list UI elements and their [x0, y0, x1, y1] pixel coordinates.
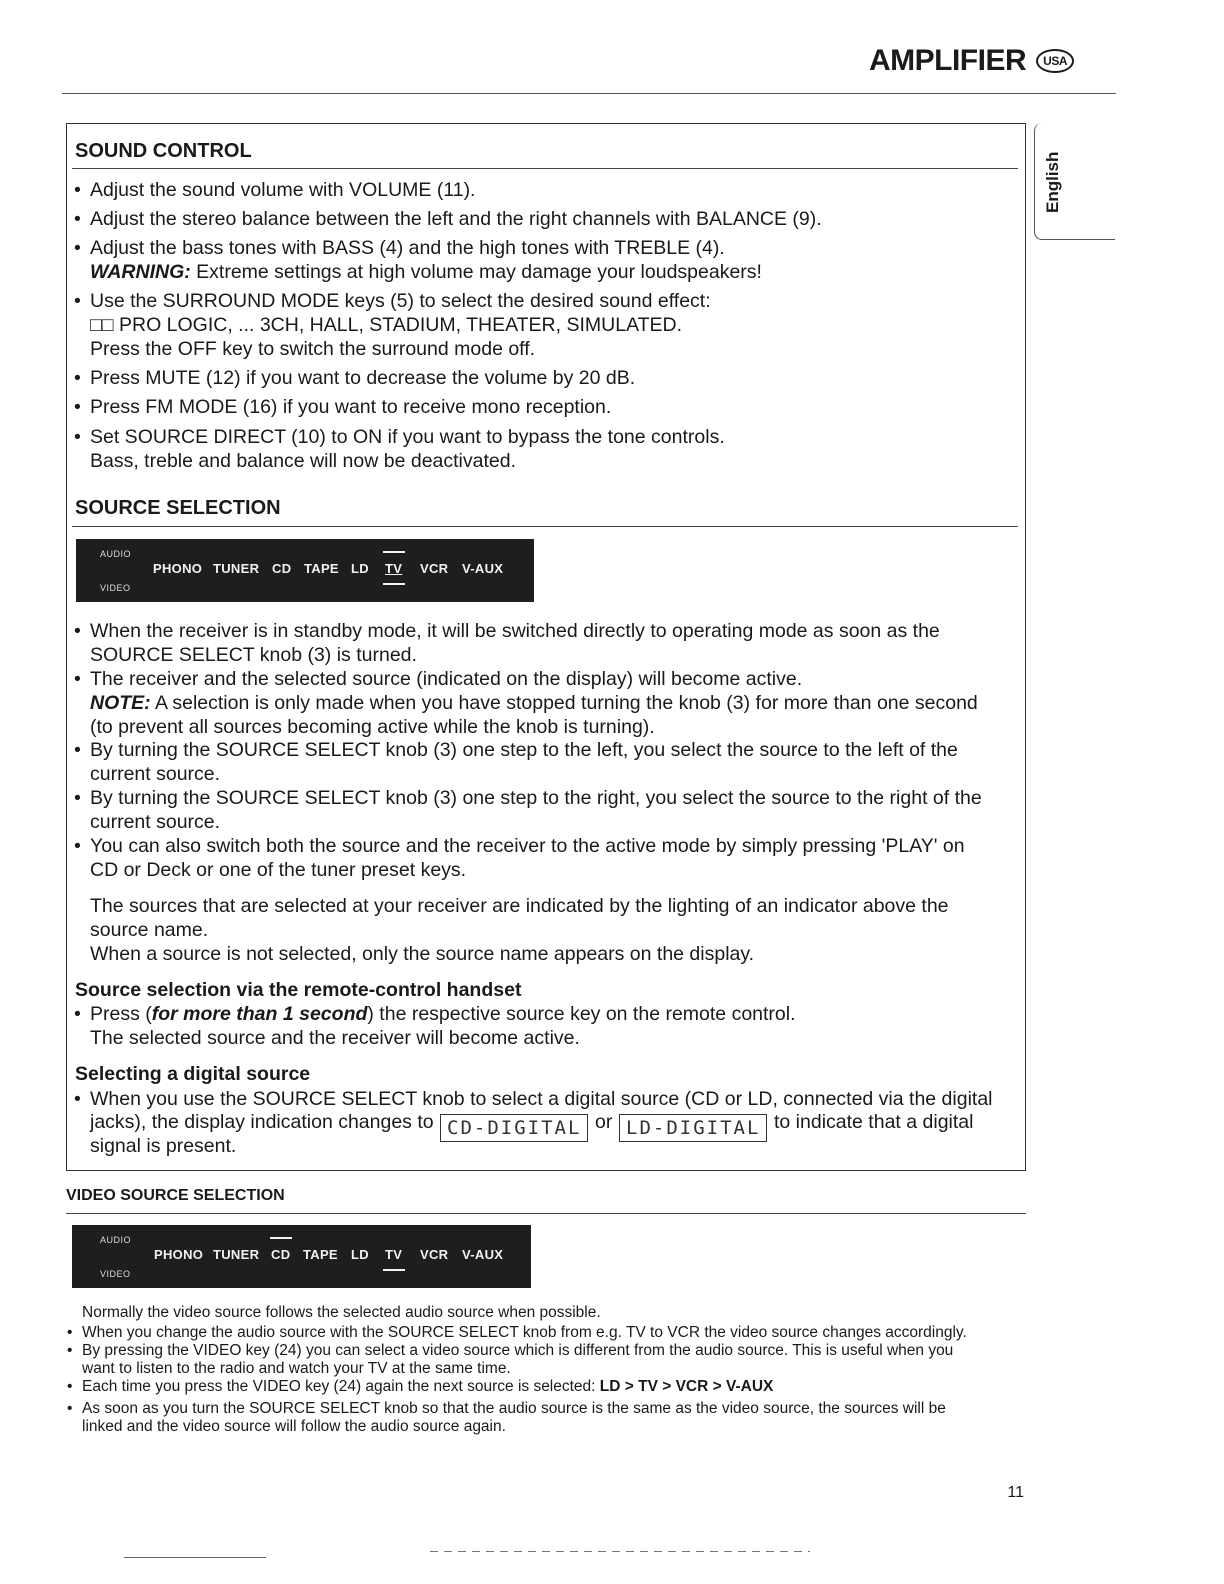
digital-bullet-cont: jacks), the display indication changes to	[90, 1111, 434, 1133]
sound-bullet-surround: • Use the SURROUND MODE keys (5) to select the desired sound effect:	[74, 290, 711, 312]
source-indicator-paragraph: The sources that are selected at your receiver are indicated by the lighting of an indicator above the	[90, 895, 949, 917]
video-bullet-video-key-cont: want to listen to the radio and watch your TV at the same time.	[82, 1360, 511, 1377]
video-audio-indicator-cd	[270, 1237, 292, 1239]
video-source-heading: VIDEO SOURCE SELECTION	[66, 1187, 285, 1204]
lcd-cd-digital: CD-DIGITAL	[440, 1114, 588, 1142]
sound-bullet-balance: • Adjust the stereo balance between the left and the right channels with BALANCE (9).	[74, 208, 822, 230]
display-audio-tag: AUDIO	[100, 549, 132, 559]
video-bullet-follow: • When you change the audio source with the SOURCE SELECT knob from e.g. TV to VCR the video source changes accordingly.	[67, 1324, 967, 1341]
video-display-audio-tag: AUDIO	[100, 1235, 132, 1245]
display-source-tape: TAPE	[304, 561, 339, 576]
source-bullet-standby-cont: SOURCE SELECT knob (3) is turned.	[90, 644, 417, 666]
source-selection-heading: SOURCE SELECTION	[75, 497, 281, 519]
sound-warning: WARNING: Extreme settings at high volume may damage your loudspeakers!	[90, 261, 762, 283]
video-display-source-phono: PHONO	[154, 1247, 204, 1262]
sound-bullet-source-direct: • Set SOURCE DIRECT (10) to ON if you want to bypass the tone controls.	[74, 426, 725, 448]
video-display-source-vcr: VCR	[420, 1247, 449, 1262]
page-number: 11	[1007, 1484, 1024, 1501]
video-display-source-tape: TAPE	[303, 1247, 338, 1262]
sound-control-heading: SOUND CONTROL	[75, 140, 252, 162]
digital-bullet-cont3: signal is present.	[90, 1135, 237, 1157]
display-source-ld: LD	[351, 561, 369, 576]
source-bullet-play: • You can also switch both the source and the receiver to the active mode by simply pressing 'PLAY' on	[74, 835, 965, 857]
surround-off: Press the OFF key to switch the surround mode off.	[90, 338, 536, 360]
source-note-cont: (to prevent all sources becoming active while the knob is turning).	[90, 716, 655, 738]
display-source-vcr: VCR	[420, 561, 449, 576]
sound-bullet-mute: • Press MUTE (12) if you want to decrease the volume by 20 dB.	[74, 367, 636, 389]
source-bullet-left: • By turning the SOURCE SELECT knob (3) one step to the left, you select the source to the left of the	[74, 739, 958, 761]
video-display-video-tag: VIDEO	[100, 1269, 131, 1279]
video-source-rule	[66, 1213, 1026, 1214]
video-display-source-tv: TV	[385, 1247, 403, 1262]
page-title: AMPLIFIER	[868, 44, 1027, 77]
video-bullet-video-key: • By pressing the VIDEO key (24) you can select a video source which is different from the audio source. This is useful when you	[67, 1342, 954, 1359]
video-display-source-tuner: TUNER	[213, 1247, 260, 1262]
display-video-tag: VIDEO	[100, 583, 131, 593]
digital-bullet: • When you use the SOURCE SELECT knob to select a digital source (CD or LD, connected via the digital	[74, 1088, 993, 1110]
remote-selection-heading: Source selection via the remote-control handset	[75, 979, 522, 1001]
footer-scan-marks	[430, 1551, 810, 1552]
source-selection-rule	[72, 526, 1018, 527]
digital-or: or	[595, 1111, 613, 1133]
source-bullet-right: • By turning the SOURCE SELECT knob (3) one step to the right, you select the source to the right of the	[74, 787, 982, 809]
sound-control-rule	[72, 168, 1018, 169]
sound-bullet-bass-treble: • Adjust the bass tones with BASS (4) and the high tones with TREBLE (4).	[74, 237, 725, 259]
display-source-tuner: TUNER	[213, 561, 260, 576]
audio-indicator-tv	[383, 551, 405, 553]
video-bullet-link-cont: linked and the video source will follow the audio source again.	[82, 1418, 506, 1435]
audio-source-display	[76, 539, 534, 602]
source-direct-note: Bass, treble and balance will now be deactivated.	[90, 450, 517, 472]
source-bullet-play-cont: CD or Deck or one of the tuner preset keys.	[90, 859, 467, 881]
source-note: NOTE: A selection is only made when you have stopped turning the knob (3) for more than one second	[90, 692, 978, 714]
video-display-source-vaux: V-AUX	[462, 1247, 504, 1262]
usa-badge: USA	[1036, 49, 1074, 73]
video-bullet-sequence: • Each time you press the VIDEO key (24) again the next source is selected: LD > TV > VCR > V-AUX	[67, 1378, 774, 1395]
sound-bullet-volume: • Adjust the sound volume with VOLUME (11).	[74, 179, 476, 201]
source-indicator-paragraph-cont: source name.	[90, 919, 209, 941]
language-tab	[1034, 123, 1115, 240]
lcd-ld-digital: LD-DIGITAL	[619, 1114, 767, 1142]
remote-bullet-cont: The selected source and the receiver will become active.	[90, 1027, 580, 1049]
header-rule	[62, 93, 1116, 94]
video-bullet-link: • As soon as you turn the SOURCE SELECT knob so that the audio source is the same as the video source, the sources will be	[67, 1400, 946, 1417]
video-video-indicator-tv	[383, 1269, 405, 1271]
video-indicator-tv	[383, 583, 405, 585]
source-bullet-standby: • When the receiver is in standby mode, it will be switched directly to operating mode as soon as the	[74, 620, 940, 642]
footer-rule	[124, 1557, 266, 1558]
video-display-source-cd: CD	[271, 1247, 291, 1262]
language-label: English	[1043, 151, 1062, 213]
source-bullet-active: • The receiver and the selected source (indicated on the display) will become active.	[74, 668, 803, 690]
video-intro-paragraph: Normally the video source follows the selected audio source when possible.	[82, 1304, 601, 1321]
source-bullet-right-cont: current source.	[90, 811, 221, 833]
display-source-tv: TV	[385, 561, 403, 576]
digital-bullet-cont2: to indicate that a digital	[774, 1111, 974, 1133]
display-source-cd: CD	[272, 561, 292, 576]
sound-bullet-fm-mode: • Press FM MODE (16) if you want to receive mono reception.	[74, 396, 612, 418]
video-source-display	[72, 1225, 531, 1288]
display-source-phono: PHONO	[153, 561, 203, 576]
digital-source-heading: Selecting a digital source	[75, 1063, 311, 1085]
video-display-source-ld: LD	[351, 1247, 369, 1262]
surround-modes: □□ PRO LOGIC, ... 3CH, HALL, STADIUM, THEATER, SIMULATED.	[90, 314, 683, 336]
page-header	[869, 44, 1074, 78]
source-not-selected-paragraph: When a source is not selected, only the source name appears on the display.	[90, 943, 755, 965]
display-source-vaux: V-AUX	[462, 561, 504, 576]
remote-bullet: • Press (for more than 1 second) the respective source key on the remote control.	[74, 1003, 796, 1025]
source-bullet-left-cont: current source.	[90, 763, 221, 785]
